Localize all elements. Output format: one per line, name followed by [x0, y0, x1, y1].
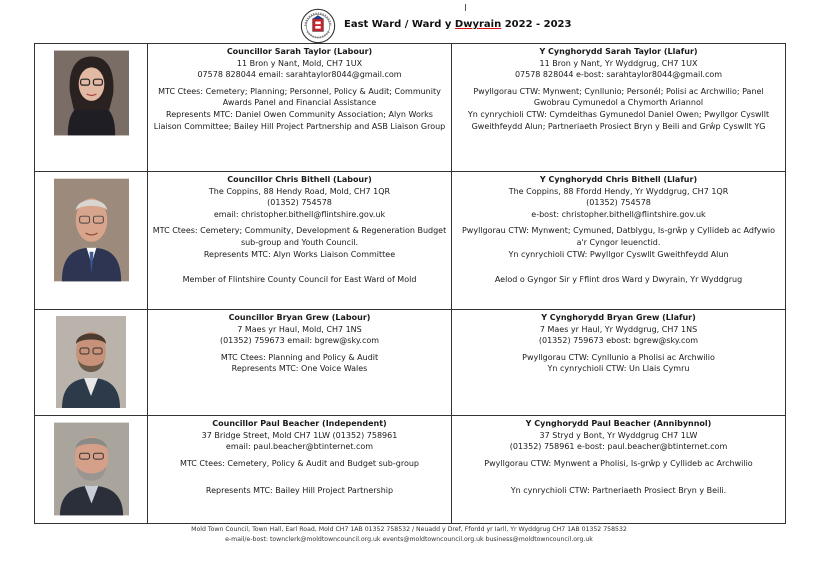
english-details-cell	[148, 416, 452, 524]
councillor-phone-cy: (01352) 754578	[586, 198, 651, 208]
councillor-represents: Represents MTC: Bailey Hill Project Partnership	[205, 486, 394, 496]
councillor-table	[34, 43, 786, 524]
councillor-extra-cy: Aelod o Gyngor Sir y Fflint dros Ward y Dwyrain, Yr Wyddgrug	[494, 275, 743, 285]
councillor-address: 37 Bridge Street, Mold CH7 1LW (01352) 758961	[201, 430, 398, 440]
councillor-represents-cy: Yn cynrychioli CTW: Un Llais Cymru	[547, 364, 690, 374]
councillor-committees-cy: Pwyllgorau CTW: Mynwent; Cymuned, Datblygu, Is-grŵp y Cyllideb ac Adfywio a'r Cyngor Ieuenctid.	[461, 226, 776, 247]
page-title: East Ward / Ward y Dwyrain 2022 - 2023	[344, 19, 572, 30]
councillor-address-cy: 7 Maes yr Haul, Yr Wyddgrug, CH7 1NS	[539, 324, 698, 334]
photo-cell	[35, 44, 148, 172]
councillor-name-cy: Y Cynghorydd Chris Bithell (Llafur)	[539, 175, 698, 184]
photo-cell	[35, 310, 148, 416]
councillor-extra: Member of Flintshire County Council for East Ward of Mold	[182, 275, 417, 285]
councillor-name-cy: Y Cynghorydd Sarah Taylor (Llafur)	[539, 47, 698, 56]
scan-mark	[465, 4, 466, 11]
councillor-row	[35, 310, 786, 416]
councillor-contact-cy: (01352) 759673 ebost: bgrew@sky.com	[538, 336, 699, 346]
councillor-photo-chris-bithell	[54, 178, 129, 282]
councillor-committees: MTC Ctees: Cemetery; Community, Development & Regeneration Budget sub-group and Youth Council.	[152, 226, 447, 247]
councillor-row	[35, 416, 786, 524]
councillor-name-cy: Y Cynghorydd Bryan Grew (Llafur)	[541, 313, 696, 322]
councillor-name: Councillor Sarah Taylor (Labour)	[226, 47, 373, 56]
councillor-name-cy: Y Cynghorydd Paul Beacher (Annibynnol)	[525, 419, 712, 428]
councillor-row	[35, 44, 786, 172]
councillor-email-cy: (01352) 758961 e-bost: paul.beacher@btinternet.com	[509, 442, 728, 452]
footer-address: Mold Town Council, Town Hall, Earl Road, Mold CH7 1AB 01352 758532 / Neuadd y Dref, Ffordd yr Iarll, Yr Wyddgrug CH7 1AB 01352 758532	[191, 526, 627, 533]
councillor-name: Councillor Chris Bithell (Labour)	[227, 175, 372, 184]
councillor-committees-cy: Pwyllgorau CTW: Mynwent a Pholisi, Is-grŵp y Cyllideb ac Archwilio	[484, 458, 753, 468]
councillor-committees: MTC Ctees: Cemetery, Policy & Audit and Budget sub-group	[179, 458, 420, 468]
councillor-row	[35, 172, 786, 310]
welsh-details-cell	[452, 416, 786, 524]
councillor-represents: Represents MTC: One Voice Wales	[231, 364, 368, 374]
councillor-contact: 07578 828044 email: sarahtaylor8044@gmail.com	[197, 70, 402, 80]
councillor-committees-cy: Pwyllgorau CTW: Cynllunio a Pholisi ac Archwilio	[522, 352, 715, 362]
welsh-details-cell	[452, 172, 786, 310]
footer-emails: e-mail/e-bost: townclerk@moldtowncouncil.org.uk events@moldtowncouncil.org.uk business@moldtowncouncil.org.uk	[225, 536, 593, 543]
councillor-represents-cy: Yn cynrychioli CTW: Pwyllgor Cyswllt Gweithfeydd Alun	[508, 249, 729, 259]
councillor-email-cy: e-bost: christopher.bithell@flintshire.gov.uk	[531, 209, 706, 219]
councillor-committees: MTC Ctees: Cemetery; Planning; Personnel, Policy & Audit; Community Awards Panel and Financial Assistance	[158, 86, 441, 108]
welsh-details-cell	[452, 44, 786, 172]
councillor-contact-cy: 07578 828044 e-bost: sarahtaylor8044@gmail.com	[514, 70, 723, 80]
councillor-name: Councillor Paul Beacher (Independent)	[212, 419, 387, 428]
councillor-committees: MTC Ctees: Planning and Policy & Audit	[220, 352, 379, 362]
councillor-name: Councillor Bryan Grew (Labour)	[228, 313, 371, 322]
councillor-represents: Represents MTC: Daniel Owen Community Association; Alyn Works Liaison Committee; Bailey Hill Project Partnership and ASB Liaison Group	[153, 109, 446, 131]
councillor-address-cy: 11 Bron y Nant, Yr Wyddgrug, CH7 1UX	[539, 58, 698, 68]
english-details-cell	[148, 44, 452, 172]
councillor-represents-cy: Yn cynrychioli CTW: Cymdeithas Gymunedol Daniel Owen; Pwyllgor Cyswllt Gweithfeydd Alun; Partneriaeth Prosiect Bryn y Beili and Grŵp Cyswllt YG	[467, 109, 770, 131]
english-details-cell	[148, 310, 452, 416]
councillor-contact: (01352) 759673 email: bgrew@sky.com	[219, 336, 380, 346]
councillor-committees-cy: Pwyllgorau CTW: Mynwent; Cynllunio; Personél; Polisi ac Archwilio; Panel Gwobrau Cymunedol a Chymorth Ariannol	[473, 86, 764, 108]
councillor-email: email: christopher.bithell@flintshire.gov.uk	[213, 209, 386, 219]
councillor-address-cy: 37 Stryd y Bont, Yr Wyddgrug CH7 1LW	[539, 430, 698, 440]
councillor-photo-sarah-taylor	[54, 50, 129, 136]
photo-cell	[35, 416, 148, 524]
councillor-address: The Coppins, 88 Hendy Road, Mold, CH7 1QR	[208, 186, 391, 196]
welsh-details-cell	[452, 310, 786, 416]
councillor-photo-paul-beacher	[54, 422, 129, 516]
mold-town-council-seal-icon	[300, 8, 336, 44]
councillor-phone: (01352) 754578	[267, 198, 332, 208]
councillor-email: email: paul.beacher@btinternet.com	[225, 442, 374, 452]
councillor-photo-bryan-grew	[56, 316, 126, 408]
councillor-address: 7 Maes yr Haul, Mold, CH7 1NS	[237, 324, 362, 334]
councillor-represents-cy: Yn cynrychioli CTW: Partneriaeth Prosiect Bryn y Beili.	[510, 486, 727, 496]
photo-cell	[35, 172, 148, 310]
councillor-address-cy: The Coppins, 88 Ffordd Hendy, Yr Wyddgrug, CH7 1QR	[508, 186, 729, 196]
councillor-represents: Represents MTC: Alyn Works Liaison Committee	[203, 249, 396, 259]
english-details-cell	[148, 172, 452, 310]
document-header	[0, 2, 818, 46]
councillor-address: 11 Bron y Nant, Mold, CH7 1UX	[236, 58, 363, 68]
